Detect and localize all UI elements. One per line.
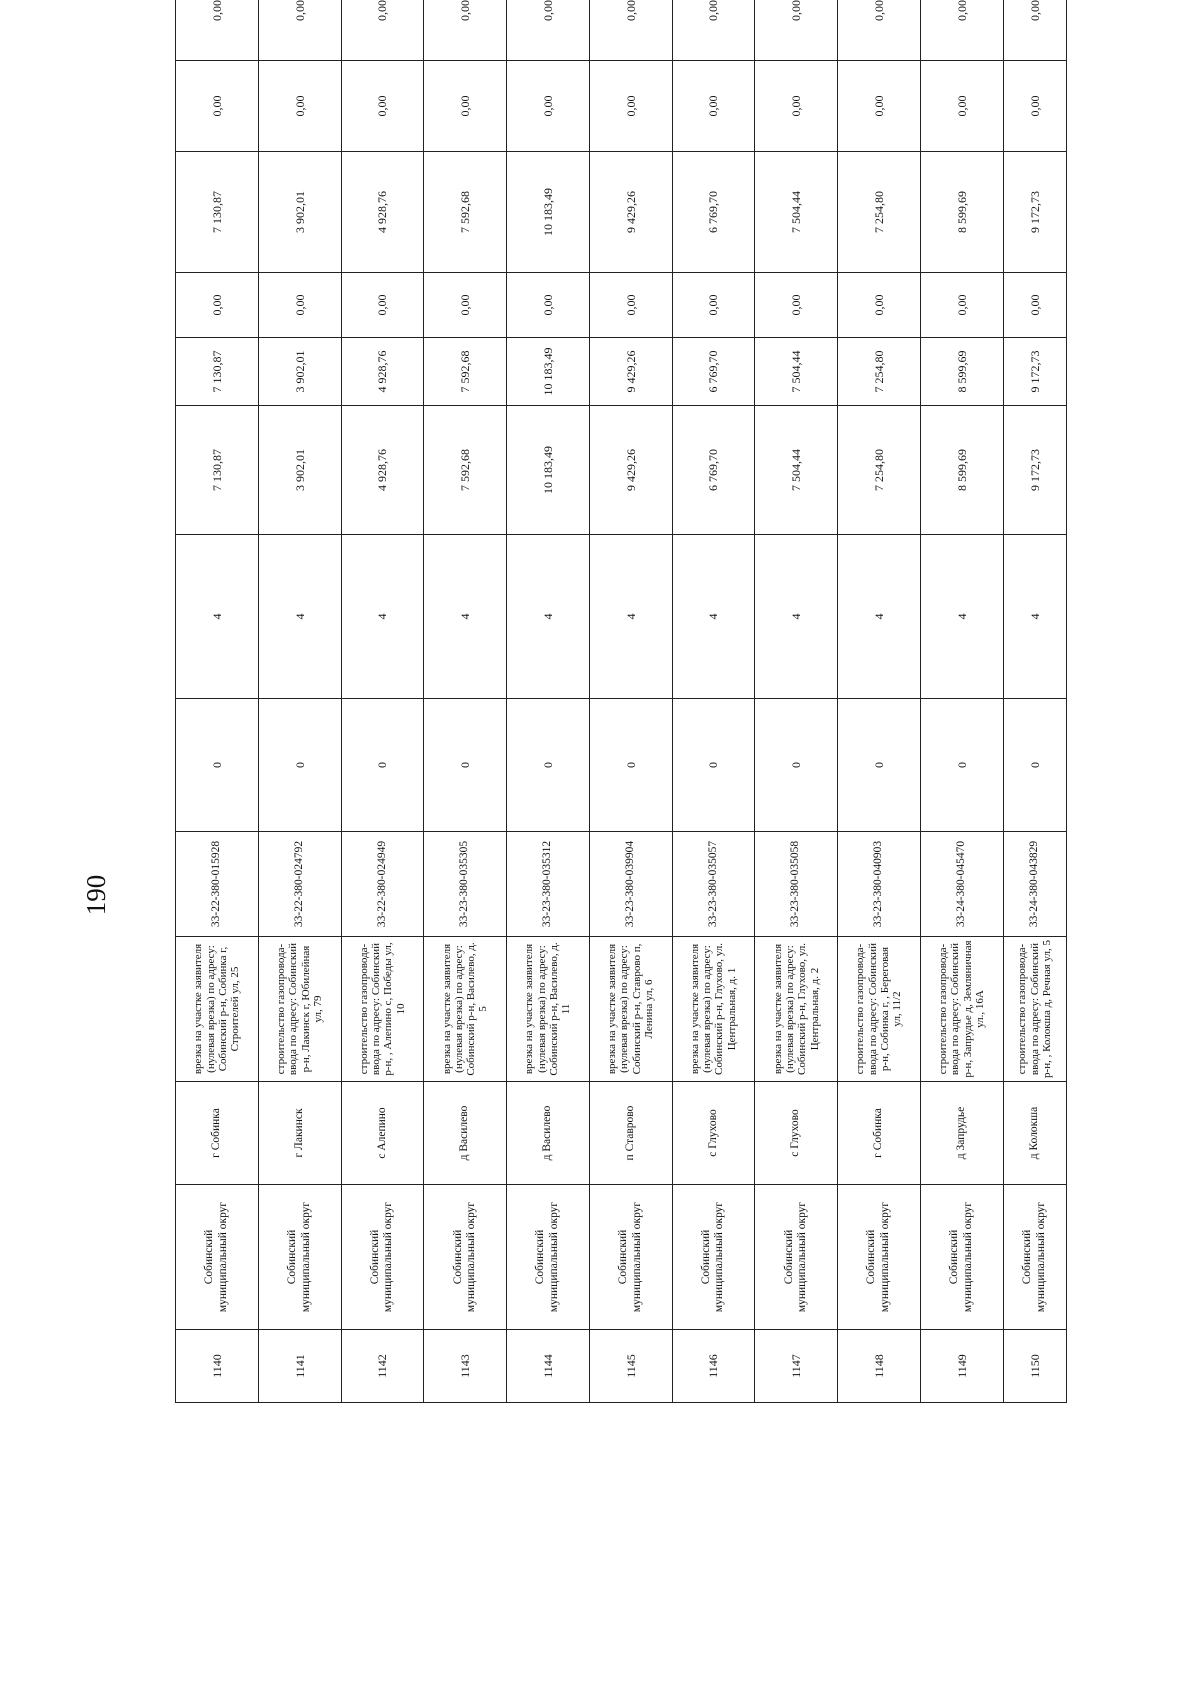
work-description-cell: строительство газопровода-ввода по адресу: Собинский р-н, , Колокша д, Речная ул, 5	[1003, 937, 1066, 1082]
amount-cell: 3 902,01	[258, 152, 341, 273]
table-body	[176, 0, 1067, 1403]
table-row	[424, 0, 507, 1403]
row-number: 1147	[755, 1330, 838, 1403]
settlement-cell: г Лакинск	[258, 1082, 341, 1185]
amount-cell: 8 599,69	[920, 406, 1003, 535]
row-number: 1141	[258, 1330, 341, 1403]
amount-cell: 0,00	[589, 273, 672, 338]
table-row	[258, 0, 341, 1403]
row-number: 1150	[1003, 1330, 1066, 1403]
amount-cell: 9 429,26	[589, 152, 672, 273]
amount-cell: 0,00	[838, 61, 921, 152]
amount-cell: 0,00	[341, 61, 424, 152]
work-description-cell: врезка на участке заявителя (нулевая врезка) по адресу: Собинский р-н, Ставрово п, Ленина ул, 6	[589, 937, 672, 1082]
settlement-cell: п Ставрово	[589, 1082, 672, 1185]
contract-number-cell: 33-22-380-024949	[341, 832, 424, 937]
amount-cell: 9 172,73	[1003, 152, 1066, 273]
table-row	[755, 0, 838, 1403]
amount-cell: 0,00	[672, 273, 755, 338]
value-cell: 0	[341, 699, 424, 832]
amount-cell: 0,00	[589, 61, 672, 152]
value-cell: 4	[424, 535, 507, 699]
value-cell: 0	[920, 699, 1003, 832]
amount-cell: 0,00	[341, 273, 424, 338]
value-cell: 0	[1003, 699, 1066, 832]
settlement-cell: д Василево	[424, 1082, 507, 1185]
amount-cell: 0,00	[424, 0, 507, 61]
amount-cell: 0,00	[1003, 0, 1066, 61]
amount-cell: 0,00	[838, 0, 921, 61]
district-cell: Собинский муниципальный округ	[507, 1185, 590, 1330]
amount-cell: 8 599,69	[920, 338, 1003, 406]
district-cell: Собинский муниципальный округ	[1003, 1185, 1066, 1330]
settlement-cell: с Глухово	[672, 1082, 755, 1185]
table-row	[920, 0, 1003, 1403]
amount-cell: 4 928,76	[341, 152, 424, 273]
amount-cell: 0,00	[341, 0, 424, 61]
district-cell: Собинский муниципальный округ	[176, 1185, 259, 1330]
contract-number-cell: 33-22-380-024792	[258, 832, 341, 937]
table-row	[341, 0, 424, 1403]
district-cell: Собинский муниципальный округ	[838, 1185, 921, 1330]
amount-cell: 4 928,76	[341, 406, 424, 535]
amount-cell: 0,00	[424, 61, 507, 152]
work-description-cell: врезка на участке заявителя (нулевая врезка) по адресу: Собинский р-н, Глухово, ул. Центральная, д. 2	[755, 937, 838, 1082]
amount-cell: 0,00	[1003, 273, 1066, 338]
value-cell: 0	[672, 699, 755, 832]
amount-cell: 3 902,01	[258, 406, 341, 535]
amount-cell: 7 254,80	[838, 406, 921, 535]
amount-cell: 0,00	[920, 273, 1003, 338]
amount-cell: 0,00	[507, 273, 590, 338]
amount-cell: 7 592,68	[424, 152, 507, 273]
district-cell: Собинский муниципальный округ	[424, 1185, 507, 1330]
amount-cell: 0,00	[755, 273, 838, 338]
amount-cell: 9 172,73	[1003, 406, 1066, 535]
amount-cell: 6 769,70	[672, 338, 755, 406]
amount-cell: 0,00	[507, 0, 590, 61]
amount-cell: 10 183,49	[507, 338, 590, 406]
work-description-cell: строительство газопровода-ввода по адресу: Собинский р-н, Лакинск г, Юбилейная ул, 79	[258, 937, 341, 1082]
value-cell: 4	[589, 535, 672, 699]
amount-cell: 0,00	[1003, 61, 1066, 152]
value-cell: 0	[838, 699, 921, 832]
work-description-cell: врезка на участке заявителя (нулевая врезка) по адресу: Собинский р-н, Василево, д. 5	[424, 937, 507, 1082]
work-description-cell: врезка на участке заявителя (нулевая врезка) по адресу: Собинский р-н, Василево, д. 11	[507, 937, 590, 1082]
amount-cell: 4 928,76	[341, 338, 424, 406]
contract-number-cell: 33-23-380-035305	[424, 832, 507, 937]
amount-cell: 0,00	[258, 61, 341, 152]
row-number: 1148	[838, 1330, 921, 1403]
amount-cell: 8 599,69	[920, 152, 1003, 273]
work-description-cell: строительство газопровода-ввода по адресу: Собинский р-н, Собинка г, , Береговая ул, 11/2	[838, 937, 921, 1082]
contract-number-cell: 33-22-380-015928	[176, 832, 259, 937]
table-row	[507, 0, 590, 1403]
row-number: 1149	[920, 1330, 1003, 1403]
table-row	[589, 0, 672, 1403]
data-table	[175, 0, 1067, 1403]
value-cell: 4	[176, 535, 259, 699]
amount-cell: 7 504,44	[755, 338, 838, 406]
district-cell: Собинский муниципальный округ	[920, 1185, 1003, 1330]
amount-cell: 6 769,70	[672, 152, 755, 273]
amount-cell: 0,00	[755, 0, 838, 61]
contract-number-cell: 33-24-380-043829	[1003, 832, 1066, 937]
table-row	[672, 0, 755, 1403]
value-cell: 4	[920, 535, 1003, 699]
work-description-cell: строительство газопровода-ввода по адресу: Собинский р-н, , Алепино с, Победы ул, 10	[341, 937, 424, 1082]
contract-number-cell: 33-23-380-035312	[507, 832, 590, 937]
amount-cell: 0,00	[424, 273, 507, 338]
row-number: 1140	[176, 1330, 259, 1403]
value-cell: 4	[258, 535, 341, 699]
value-cell: 4	[341, 535, 424, 699]
amount-cell: 7 254,80	[838, 152, 921, 273]
settlement-cell: д Василево	[507, 1082, 590, 1185]
value-cell: 4	[507, 535, 590, 699]
amount-cell: 0,00	[672, 0, 755, 61]
value-cell: 0	[507, 699, 590, 832]
work-description-cell: строительство газопровода-ввода по адресу: Собинский р-н, Запрудье д, Земляничная ул., 16А	[920, 937, 1003, 1082]
row-number: 1144	[507, 1330, 590, 1403]
amount-cell: 9 172,73	[1003, 338, 1066, 406]
table-row	[176, 0, 259, 1403]
amount-cell: 0,00	[589, 0, 672, 61]
value-cell: 0	[424, 699, 507, 832]
amount-cell: 7 130,87	[176, 338, 259, 406]
amount-cell: 10 183,49	[507, 406, 590, 535]
district-cell: Собинский муниципальный округ	[672, 1185, 755, 1330]
amount-cell: 7 130,87	[176, 152, 259, 273]
row-number: 1142	[341, 1330, 424, 1403]
amount-cell: 9 429,26	[589, 338, 672, 406]
settlement-cell: г Собинка	[176, 1082, 259, 1185]
amount-cell: 7 504,44	[755, 406, 838, 535]
amount-cell: 10 183,49	[507, 152, 590, 273]
amount-cell: 0,00	[838, 273, 921, 338]
contract-number-cell: 33-23-380-035058	[755, 832, 838, 937]
amount-cell: 7 130,87	[176, 406, 259, 535]
settlement-cell: г Собинка	[838, 1082, 921, 1185]
table-row	[838, 0, 921, 1403]
value-cell: 4	[838, 535, 921, 699]
value-cell: 0	[258, 699, 341, 832]
amount-cell: 0,00	[672, 61, 755, 152]
contract-number-cell: 33-24-380-045470	[920, 832, 1003, 937]
contract-number-cell: 33-23-380-040903	[838, 832, 921, 937]
amount-cell: 6 769,70	[672, 406, 755, 535]
value-cell: 0	[176, 699, 259, 832]
row-number: 1143	[424, 1330, 507, 1403]
settlement-cell: д Колокша	[1003, 1082, 1066, 1185]
row-number: 1146	[672, 1330, 755, 1403]
work-description-cell: врезка на участке заявителя (нулевая врезка) по адресу: Собинский р-н, Собинка г, Строителей ул, 25	[176, 937, 259, 1082]
amount-cell: 0,00	[755, 61, 838, 152]
value-cell: 0	[755, 699, 838, 832]
amount-cell: 3 902,01	[258, 338, 341, 406]
amount-cell: 7 592,68	[424, 406, 507, 535]
table-row	[1003, 0, 1066, 1403]
amount-cell: 7 504,44	[755, 152, 838, 273]
page-number: 190	[81, 874, 111, 916]
contract-number-cell: 33-23-380-035057	[672, 832, 755, 937]
settlement-cell: с Глухово	[755, 1082, 838, 1185]
district-cell: Собинский муниципальный округ	[341, 1185, 424, 1330]
amount-cell: 7 254,80	[838, 338, 921, 406]
row-number: 1145	[589, 1330, 672, 1403]
value-cell: 0	[589, 699, 672, 832]
amount-cell: 0,00	[176, 0, 259, 61]
value-cell: 4	[672, 535, 755, 699]
settlement-cell: с Алепино	[341, 1082, 424, 1185]
value-cell: 4	[755, 535, 838, 699]
amount-cell: 0,00	[176, 61, 259, 152]
amount-cell: 0,00	[258, 0, 341, 61]
contract-number-cell: 33-23-380-039904	[589, 832, 672, 937]
value-cell: 4	[1003, 535, 1066, 699]
amount-cell: 0,00	[258, 273, 341, 338]
district-cell: Собинский муниципальный округ	[589, 1185, 672, 1330]
amount-cell: 9 429,26	[589, 406, 672, 535]
settlement-cell: д Запрудье	[920, 1082, 1003, 1185]
work-description-cell: врезка на участке заявителя (нулевая врезка) по адресу: Собинский р-н, Глухово, ул. Центральная, д. 1	[672, 937, 755, 1082]
amount-cell: 0,00	[920, 61, 1003, 152]
amount-cell: 7 592,68	[424, 338, 507, 406]
district-cell: Собинский муниципальный округ	[258, 1185, 341, 1330]
table-container	[175, 0, 1067, 1403]
amount-cell: 0,00	[176, 273, 259, 338]
district-cell: Собинский муниципальный округ	[755, 1185, 838, 1330]
amount-cell: 0,00	[920, 0, 1003, 61]
amount-cell: 0,00	[507, 61, 590, 152]
